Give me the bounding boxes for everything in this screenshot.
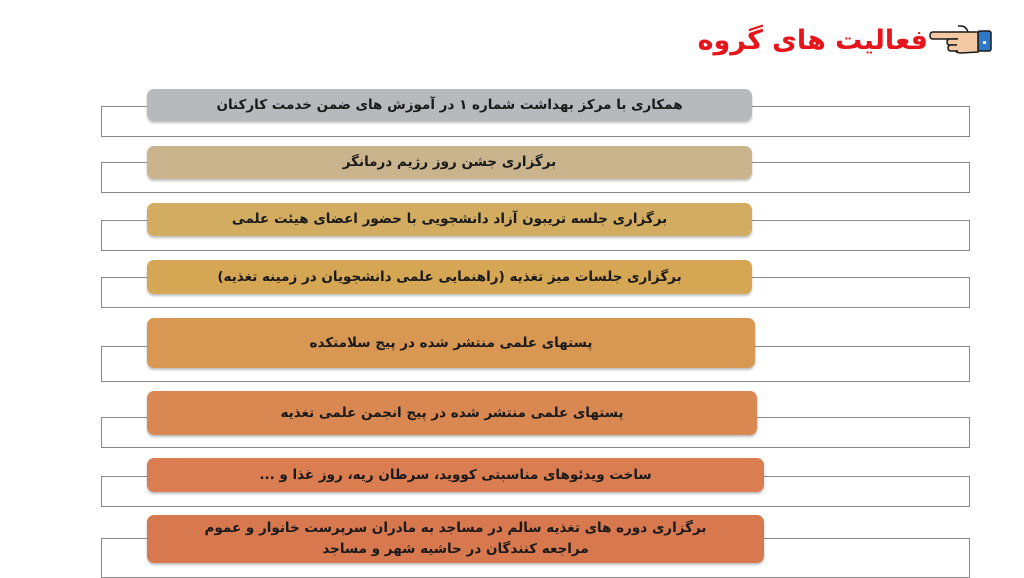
list-item-label: همکاری با مرکز بهداشت شماره ۱ در آموزش های ضمن خدمت کارکنان bbox=[216, 96, 683, 113]
list-item-label: پستهای علمی منتشر شده در پیج انجمن علمی تغذیه bbox=[280, 404, 624, 421]
list-item bbox=[147, 146, 752, 179]
header bbox=[692, 22, 994, 58]
list-item-label: برگزاری جشن روز رژیم درمانگر bbox=[342, 154, 557, 171]
page-title: فعالیت های گروه bbox=[697, 24, 928, 56]
list-item bbox=[147, 391, 757, 435]
list-item bbox=[147, 89, 752, 121]
list-item bbox=[147, 318, 755, 368]
list-item bbox=[147, 203, 752, 236]
list-item-label: برگزاری جلسه تریبون آزاد دانشجویی با حضور اعضای هیئت علمی bbox=[231, 211, 668, 228]
list-item bbox=[147, 260, 752, 294]
pointing-hand-icon bbox=[928, 22, 994, 58]
list-item-label: ساخت ویدئوهای مناسبتی کووید، سرطان ریه، روز غذا و ... bbox=[259, 466, 652, 483]
list-item-label: پستهای علمی منتشر شده در پیج سلامتکده bbox=[309, 334, 593, 351]
list-item-label: برگزاری دوره های تغذیه سالم در مساجد به مادران سرپرست خانوار و عموم مراجعه کنندگان در حاشیه شهر و مساجد bbox=[204, 520, 707, 557]
list-item bbox=[147, 458, 764, 492]
list-item bbox=[147, 515, 764, 563]
list-item-label: برگزاری جلسات میز تغذیه (راهنمایی علمی دانشجویان در زمینه تغذیه) bbox=[217, 268, 682, 285]
